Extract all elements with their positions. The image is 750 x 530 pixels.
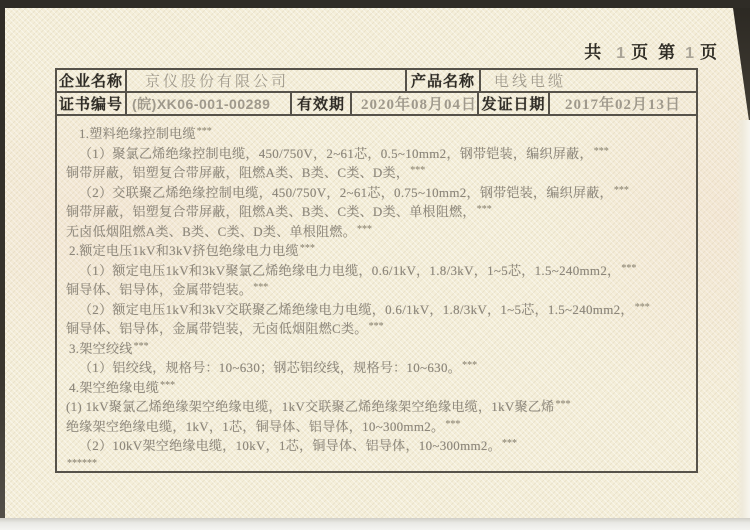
body-line: 1.塑料绝缘控制电缆*** (79, 126, 212, 141)
current-page-value: 1 (685, 45, 695, 62)
body-line: （2）交联聚乙烯绝缘控制电缆，450/750V，2~61芯，0.75~10mm2，钢带铠装，编织屏蔽，*** (79, 184, 629, 200)
body-line: ****** (67, 457, 97, 469)
body-line: （1）铝绞线，规格号：10~630；钢芯铝绞线，规格号：10~630。*** (79, 360, 478, 375)
page-number-line (584, 38, 718, 63)
body-line: 4.架空绝缘电缆*** (69, 379, 176, 395)
product-name-label: 产品名称 (407, 70, 481, 91)
body-line: （2）额定电压1kV和3kV交联聚乙烯绝缘电力电缆，0.6/1kV，1.8/3kV，1~5芯，1.5~240mm2，*** (79, 301, 650, 317)
total-pages-prefix: 共 (584, 43, 603, 62)
body-line: (1) 1kV聚氯乙烯绝缘架空绝缘电缆，1kV交联聚乙烯绝缘架空绝缘电缆，1kV聚乙烯*** (66, 399, 571, 414)
validity-label: 有效期 (292, 93, 352, 114)
certificate-number-label: 证书编号 (57, 93, 127, 114)
total-pages-unit: 页 (631, 43, 650, 62)
product-scope-text (57, 116, 696, 476)
issue-date-label: 发证日期 (479, 93, 550, 114)
body-line: 无卤低烟阻燃A类、B类、C类、D类、单根阻燃。*** (66, 223, 373, 239)
issue-date-value: 2017年02月13日 (565, 97, 682, 113)
paper-edge-right (736, 120, 750, 518)
body-line: 铜导体、铝导体，金属带铠装，无卤低烟阻燃C类。*** (66, 321, 384, 336)
company-name-value: 京仪股份有限公司 (127, 70, 407, 91)
current-page-unit: 页 (700, 43, 718, 62)
body-line: 3.架空绞线*** (69, 340, 149, 356)
certificate-number-value: (皖)XK06-001-00289 (127, 93, 292, 114)
total-pages-value: 1 (616, 45, 627, 62)
photo-edge-bottom (0, 518, 750, 530)
body-line: 绝缘架空绝缘电缆，1kV，1芯，铜导体、铝导体，10~300mm2。*** (66, 418, 461, 434)
company-name-label: 企业名称 (57, 70, 127, 91)
product-name-value: 电线电缆 (494, 74, 567, 90)
certificate-page (5, 8, 750, 518)
body-line: 铜带屏蔽，铝塑复合带屏蔽，阻燃A类、B类、C类、D类，*** (66, 165, 426, 180)
body-line: 铜导体、铝导体，金属带铠装。*** (66, 282, 269, 297)
certificate-table (55, 68, 698, 473)
body-line: 2.额定电压1kV和3kV挤包绝缘电力电缆*** (69, 243, 315, 258)
table-row (57, 93, 696, 116)
body-line: （1）聚氯乙烯绝缘控制电缆，450/750V，2~61芯，0.5~10mm2，钢带铠装，编织屏蔽，*** (79, 145, 609, 161)
validity-value: 2020年08月04日 (352, 93, 479, 114)
body-line: 铜带屏蔽，铝塑复合带屏蔽，阻燃A类、B类、C类、D类、单根阻燃，*** (66, 204, 492, 219)
table-row (57, 70, 696, 93)
body-line: （2）10kV架空绝缘电缆，10kV，1芯，铜导体、铝导体，10~300mm2。*** (79, 438, 518, 453)
current-page-prefix: 第 (658, 43, 677, 62)
body-line: （1）额定电压1kV和3kV聚氯乙烯绝缘电力电缆，0.6/1kV，1.8/3kV，1~5芯，1.5~240mm2，*** (79, 262, 637, 278)
